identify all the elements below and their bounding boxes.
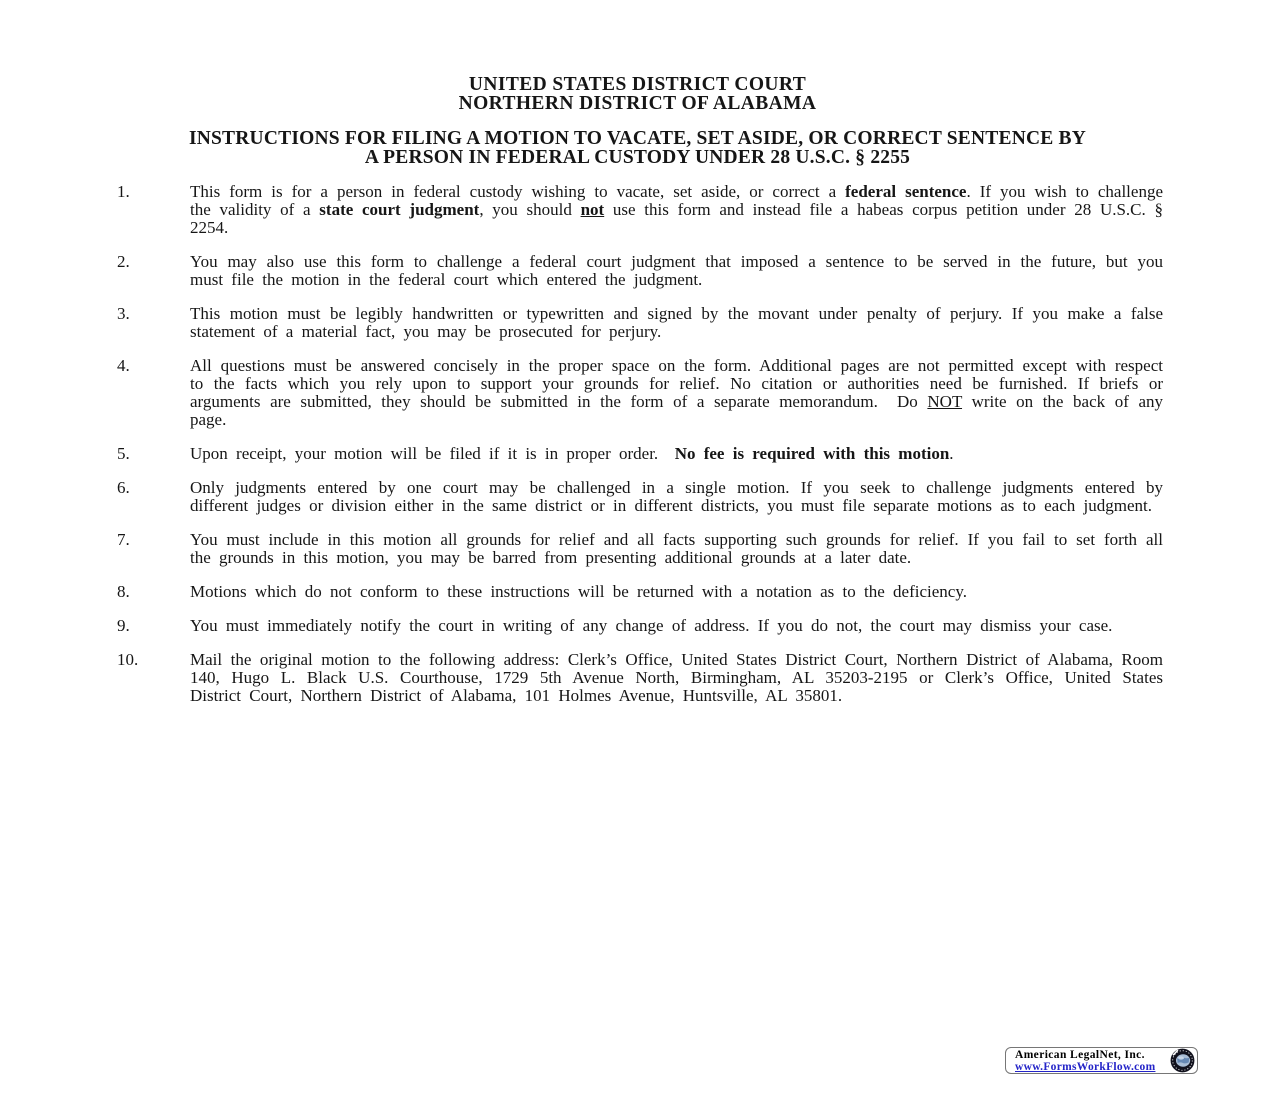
court-name <box>0 0 1275 113</box>
instruction-text: This form is for a person in federal custody wishing to vacate, set aside, or correct a federal sentence. If you wish to challenge the validity of a state court judgment, you should not use this form and instead file a habeas corpus petition under 28 U.S.C. § 2254. <box>190 182 1163 237</box>
instruction-number: 10. <box>117 650 139 669</box>
legalnet-company-name: American LegalNet, Inc. <box>1015 1048 1145 1061</box>
instruction-item <box>117 583 1163 601</box>
instruction-number: 9. <box>117 616 130 635</box>
instruction-text: This motion must be legibly handwritten or typewritten and signed by the movant under penalty of perjury. If you make a false statement of a material fact, you may be prosecuted for perjury. <box>190 304 1163 341</box>
instruction-text: Only judgments entered by one court may be challenged in a single motion. If you seek to challenge judgments entered by different judges or division either in the same district or in different districts, you must file separate motions as to each judgment. <box>190 478 1163 515</box>
instruction-item <box>117 183 1163 237</box>
legalnet-badge <box>1005 1047 1198 1074</box>
instruction-text: You must include in this motion all grounds for relief and all facts supporting such grounds for relief. If you fail to set forth all the grounds in this motion, you may be barred from presenting additional grounds at a later date. <box>190 530 1163 567</box>
document-title <box>0 129 1275 167</box>
instructions-list <box>0 183 1275 705</box>
instruction-text: All questions must be answered concisely in the proper space on the form. Additional pages are not permitted except with respect to the facts which you rely upon to support your grounds for relief. No citation or authorities need be furnished. If briefs or arguments are submitted, they should be submitted in the form of a separate memorandum. Do NOT write on the back of any page. <box>190 356 1163 429</box>
instruction-item <box>117 651 1163 705</box>
legalnet-badge-text <box>1015 1049 1155 1073</box>
instruction-item <box>117 305 1163 341</box>
instruction-number: 7. <box>117 530 130 549</box>
instruction-number: 4. <box>117 356 130 375</box>
instruction-item <box>117 617 1163 635</box>
instruction-item <box>117 253 1163 289</box>
instruction-text: You must immediately notify the court in writing of any change of address. If you do not, the court may dismiss your case. <box>190 616 1113 635</box>
instruction-text: Motions which do not conform to these instructions will be returned with a notation as to the deficiency. <box>190 582 967 601</box>
instruction-item <box>117 445 1163 463</box>
instruction-number: 2. <box>117 252 130 271</box>
instruction-item <box>117 531 1163 567</box>
court-name-line1: UNITED STATES DISTRICT COURT <box>468 74 807 95</box>
instruction-text: Upon receipt, your motion will be filed if it is in proper order. No fee is required with this motion. <box>190 444 954 463</box>
instruction-number: 8. <box>117 582 130 601</box>
instruction-text: You may also use this form to challenge a federal court judgment that imposed a sentence to be served in the future, but you must file the motion in the federal court which entered the judgment. <box>190 252 1163 289</box>
instruction-number: 3. <box>117 304 130 323</box>
instruction-item <box>117 479 1163 515</box>
document-title-line2: A PERSON IN FEDERAL CUSTODY UNDER 28 U.S.C. § 2255 <box>364 147 911 168</box>
instruction-number: 1. <box>117 182 130 201</box>
legalnet-globe-icon <box>1170 1048 1195 1073</box>
legalnet-website-link[interactable]: www.FormsWorkFlow.com <box>1015 1060 1156 1073</box>
instruction-number: 5. <box>117 444 130 463</box>
instruction-text: Mail the original motion to the following address: Clerk’s Office, United States District Court, Northern District of Alabama, Room 140, Hugo L. Black U.S. Courthouse, 1729 5th Avenue North, Birmingham, AL 35203-2195 or Clerk’s Office, United States District Court, Northern District of Alabama, 101 Holmes Avenue, Huntsville, AL 35801. <box>190 650 1163 705</box>
court-name-line2: NORTHERN DISTRICT OF ALABAMA <box>458 92 817 114</box>
instruction-item <box>117 357 1163 429</box>
document-title-line1: INSTRUCTIONS FOR FILING A MOTION TO VACATE, SET ASIDE, OR CORRECT SENTENCE BY <box>188 128 1087 149</box>
instruction-number: 6. <box>117 478 130 497</box>
